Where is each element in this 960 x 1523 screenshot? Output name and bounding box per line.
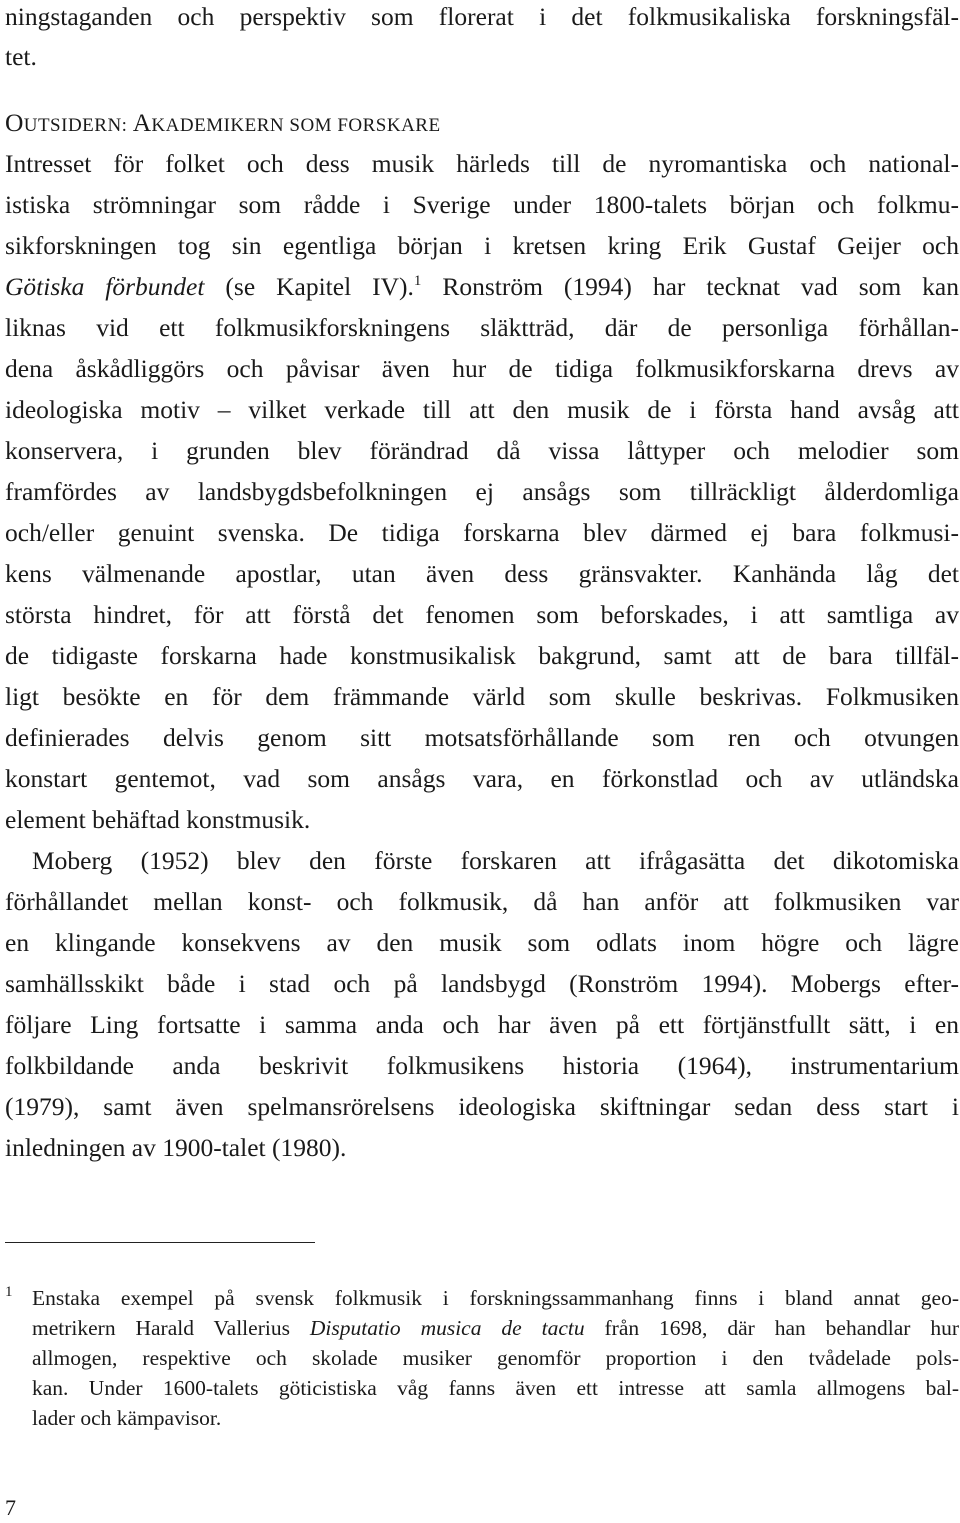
heading-cap: A [132, 108, 152, 137]
body-line: inledningen av 1900-talet (1980). [5, 1133, 347, 1162]
footnote-text: från 1698, där han behandlar hur [584, 1316, 959, 1340]
body-line: konstart gentemot, vad som ansågs vara, en förkonstlad och av utländska [5, 764, 959, 793]
footnote-line: allmogen, respektive och skolade musiker genomför proportion i den tvådelade pols- [32, 1346, 959, 1370]
body-line: folkbildande anda beskrivit folkmusikens historia (1964), instrumentarium [5, 1051, 959, 1080]
body-line: definierades delvis genom sitt motsatsförhållande som ren och otvungen [5, 723, 959, 752]
body-line: kens välmenande apostlar, utan även dess gränsvakter. Kanhända låg det [5, 559, 959, 588]
body-line: och/eller genuint svenska. De tidiga forskarna blev därmed ej bara folkmusi- [5, 518, 959, 547]
body-line: samhällsskikt både i stad och på landsbygd (Ronström 1994). Mobergs efter- [5, 969, 959, 998]
footnote-line [32, 1313, 959, 1343]
body-line: Intresset för folket och dess musik härleds till de nyromantiska och national- [5, 149, 959, 178]
body-line: största hindret, för att förstå det fenomen som beforskades, i att samtliga av [5, 600, 959, 629]
body-line: de tidigaste forskarna hade konstmusikalisk bakgrund, samt att de bara tillfäl- [5, 641, 959, 670]
footnote-line: kan. Under 1600-talets göticistiska våg fanns även ett intresse att samla allmogens bal- [32, 1376, 959, 1400]
body-line: sikforskningen tog sin egentliga början i kretsen kring Erik Gustaf Geijer och [5, 231, 959, 260]
italic-term: Götiska förbundet [5, 272, 205, 301]
body-line: element behäftad konstmusik. [5, 805, 311, 834]
body-line: ligt besökte en för dem främmande värld som skulle beskrivas. Folkmusiken [5, 682, 959, 711]
body-line: förhållandet mellan konst- och folkmusik, då han anför att folkmusiken var [5, 887, 959, 916]
body-line: ideologiska motiv – vilket verkade till att den musik de i första hand avsåg att [5, 395, 959, 424]
body-line: framfördes av landsbygdsbefolkningen ej ansågs som tillräckligt ålderdomliga [5, 477, 959, 506]
body-line: (1979), samt även spelmansrörelsens ideologiska skiftningar sedan dess start i [5, 1092, 959, 1121]
section-heading [5, 106, 959, 143]
body-line: liknas vid ett folkmusikforskningens släktträd, där de personliga förhållan- [5, 313, 959, 342]
body-line: följare Ling fortsatte i samma anda och har även på ett förtjänstfullt sätt, i en [5, 1010, 959, 1039]
body-line: dena åskådliggörs och påvisar även hur de tidiga folkmusikforskarna drevs av [5, 354, 959, 383]
body-line: ningstaganden och perspektiv som florerat i det folkmusikaliska forskningsfäl- [5, 2, 959, 31]
body-line: istiska strömningar som rådde i Sverige under 1800-talets början och folkmu- [5, 190, 959, 219]
body-text: Ronström (1994) har tecknat vad som kan [421, 272, 959, 301]
body-line: tet. [5, 42, 37, 71]
footnote-line: Enstaka exempel på svensk folkmusik i forskningssammanhang finns i bland annat geo- [32, 1286, 959, 1310]
body-text: (se Kapitel IV). [204, 272, 414, 301]
footnote-ref[interactable]: 1 [413, 273, 422, 289]
heading-small: KADEMIKERN SOM FORSKARE [151, 115, 441, 136]
footnote-divider [5, 1242, 315, 1243]
heading-cap: O [5, 108, 24, 137]
footnote-italic-title: Disputatio musica de tactu [309, 1316, 585, 1340]
footnote-text: metrikern Harald Vallerius [32, 1316, 310, 1340]
body-line: Moberg (1952) blev den förste forskaren att ifrågasätta det dikotomiska [32, 846, 959, 875]
page-number: 7 [5, 1495, 16, 1520]
body-line: konservera, i grunden blev förändrad då vissa låttyper och melodier som [5, 436, 959, 465]
footnote-line: lader och kämpavisor. [32, 1406, 222, 1430]
body-line: en klingande konsekvens av den musik som odlats inom högre och lägre [5, 928, 959, 957]
footnote-mark: 1 [5, 1284, 13, 1300]
heading-small: UTSIDERN: [23, 115, 133, 136]
body-line [5, 270, 959, 304]
